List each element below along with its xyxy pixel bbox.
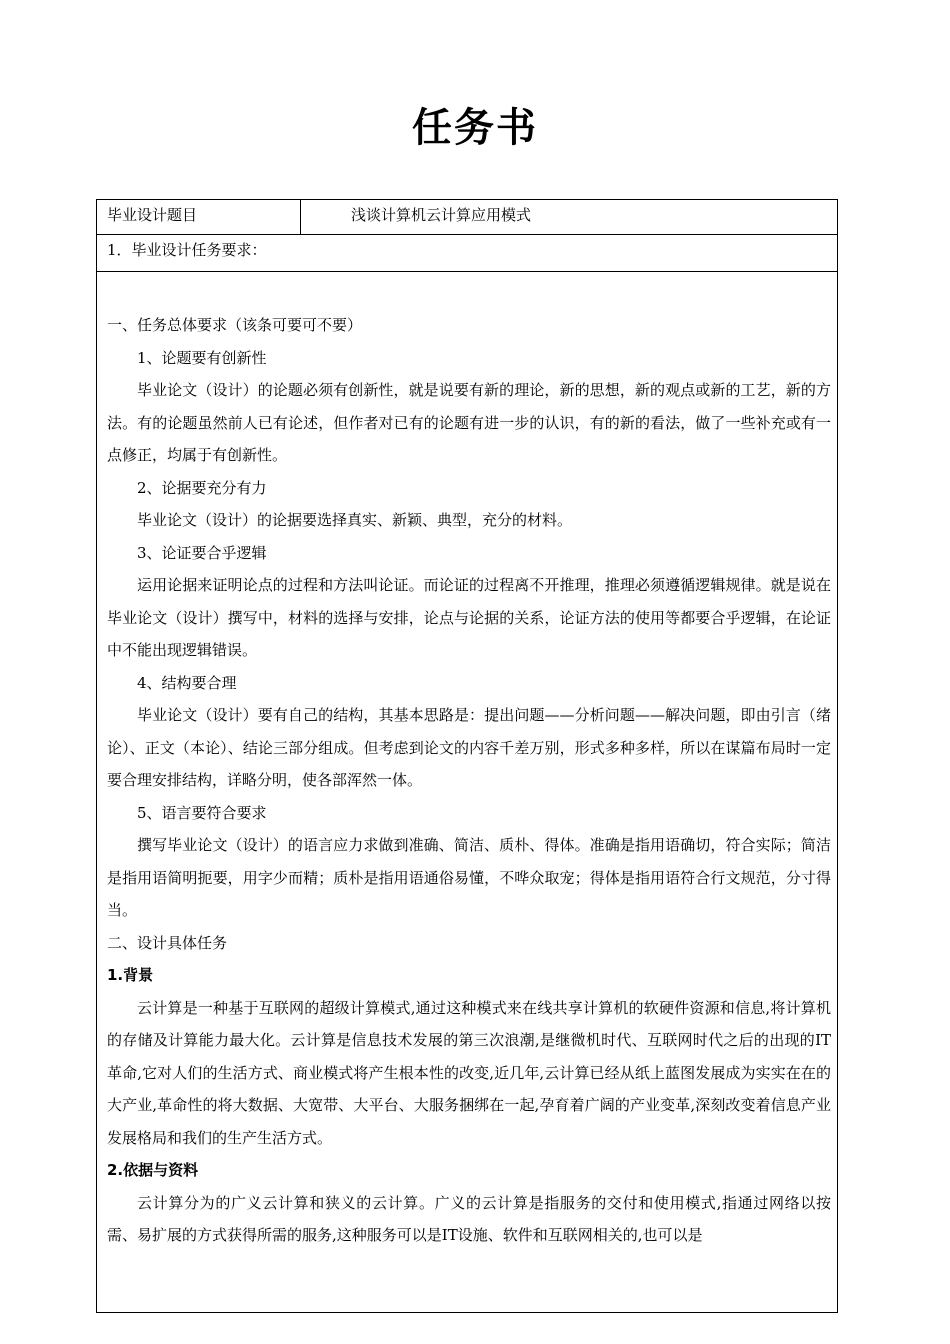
paragraph: 毕业论文（设计）要有自己的结构，其基本思路是：提出问题——分析问题——解决问题，即由引言（绪论）、正文（本论）、结论三部分组成。但考虑到论文的内容千差万别，形式多种多样，所以在谋篇布局时一定要合理安排结构，详略分明，使各部浑然一体。 xyxy=(107,706,831,789)
topic-value: 浅谈计算机云计算应用模式 xyxy=(351,206,532,224)
paragraph: 一、任务总体要求（该条可要可不要） xyxy=(107,316,363,334)
paragraph: 云计算是一种基于互联网的超级计算模式,通过这种模式来在线共享计算机的软硬件资源和信息,将计算机的存储及计算能力最大化。云计算是信息技术发展的第三次浪潮,是继微机时代、互联网时代之后的出现的IT革命,它对人们的生活方式、商业模式将产生根本性的改变,近几年,云计算已经从纸上蓝图发展成为实实在在的大产业,革命性的将大数据、大宽带、大平台、大服务捆绑在一起,孕育着广阔的产业变革,深刻改变着信息产业发展格局和我们的生产生活方式。 xyxy=(107,998,831,1147)
topic-label: 毕业设计题目 xyxy=(97,200,301,235)
content-cell xyxy=(97,272,838,1313)
requirements-label: 1．毕业设计任务要求： xyxy=(97,235,838,272)
paragraph: 1、论题要有创新性 xyxy=(137,348,267,367)
paragraph: 3、论证要合乎逻辑 xyxy=(137,543,267,562)
section-heading: 1.背景 xyxy=(107,966,154,984)
paragraph: 云计算分为的广义云计算和狭义的云计算。广义的云计算是指服务的交付和使用模式,指通过网络以按需、易扩展的方式获得所需的服务,这种服务可以是IT设施、软件和互联网相关的,也可以是 xyxy=(107,1193,831,1244)
paragraph: 4、结构要合理 xyxy=(137,673,237,692)
paragraph: 2、论据要充分有力 xyxy=(137,478,267,497)
topic-value-cell xyxy=(301,200,838,235)
task-form-table xyxy=(96,199,838,1313)
section-heading: 2.依据与资料 xyxy=(107,1161,199,1179)
paragraph: 5、语言要符合要求 xyxy=(137,803,267,822)
page-title: 任务书 xyxy=(412,104,538,151)
requirements-content xyxy=(97,272,837,1312)
topic-row xyxy=(97,200,838,235)
paragraph: 运用论据来证明论点的过程和方法叫论证。而论证的过程离不开推理，推理必须遵循逻辑规律。就是说在毕业论文（设计）撰写中，材料的选择与安排，论点与论据的关系，论证方法的使用等都要合乎逻辑，在论证中不能出现逻辑错误。 xyxy=(107,576,831,659)
requirements-row xyxy=(97,235,838,272)
paragraph: 毕业论文（设计）的论据要选择真实、新颖、典型，充分的材料。 xyxy=(137,511,573,529)
paragraph: 撰写毕业论文（设计）的语言应力求做到准确、简洁、质朴、得体。准确是指用语确切，符合实际；简洁是指用语简明扼要，用字少而精；质朴是指用语通俗易懂，不哗众取宠；得体是指用语符合行文规范，分寸得当。 xyxy=(107,836,831,919)
paragraph: 二、设计具体任务 xyxy=(107,933,228,952)
content-row xyxy=(97,272,838,1313)
paragraph: 毕业论文（设计）的论题必须有创新性，就是说要有新的理论，新的思想，新的观点或新的工艺，新的方法。有的论题虽然前人已有论述，但作者对已有的论题有进一步的认识，有的新的看法，做了一些补充或有一点修正，均属于有创新性。 xyxy=(107,381,831,464)
